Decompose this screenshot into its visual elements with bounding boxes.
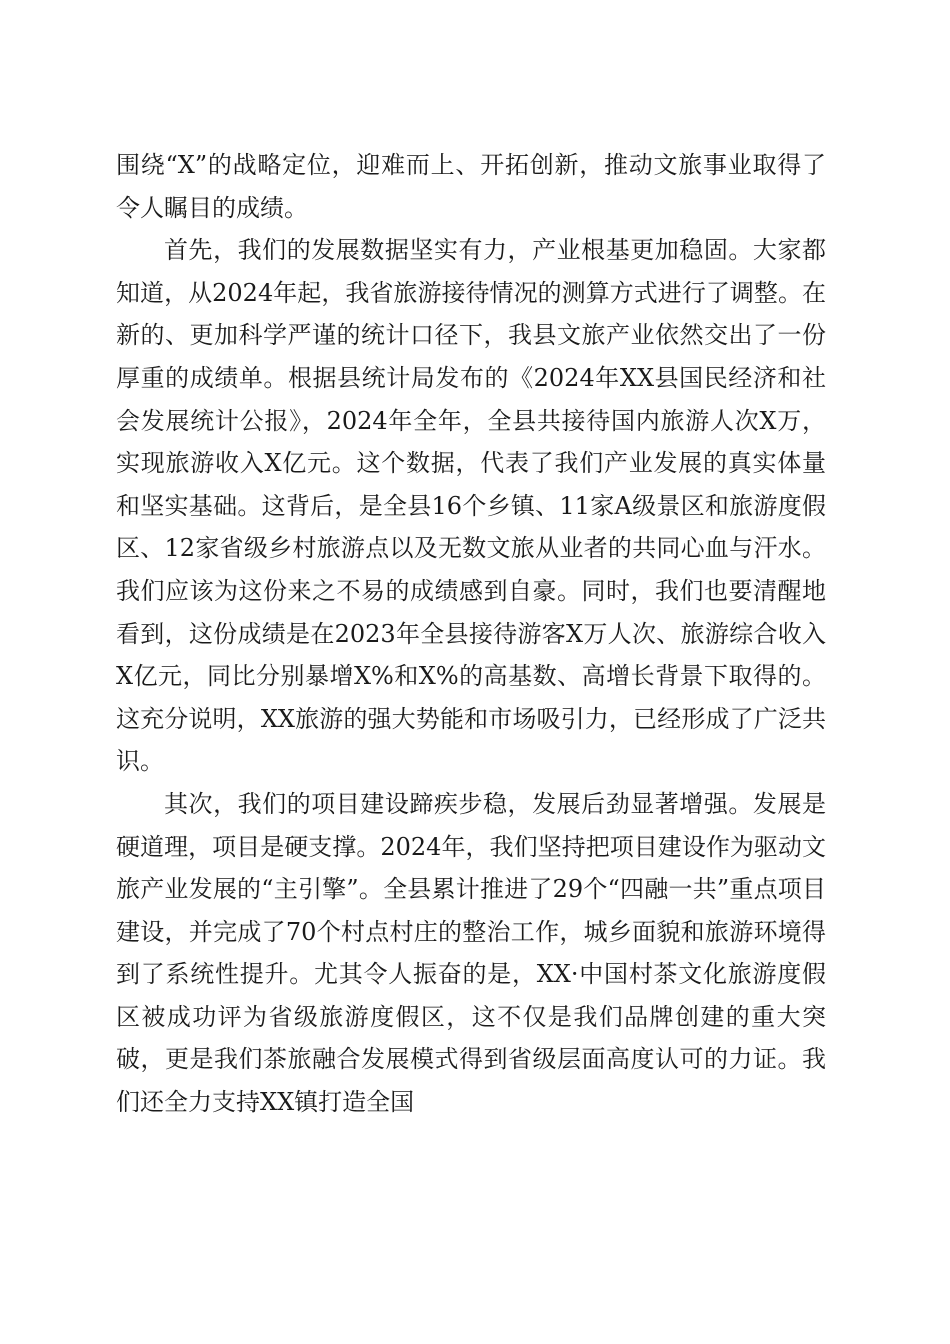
paragraph-development-data: 首先，我们的发展数据坚实有力，产业根基更加稳固。大家都知道，从2024年起，我省旅游接待情况的测算方式进行了调整。在新的、更加科学严谨的统计口径下，我县文旅产业依然交出了一份厚重的成绩单。根据县统计局发布的《2024年XX县国民经济和社会发展统计公报》，2024年全年，全县共接待国内旅游人次X万，实现旅游收入X亿元。这个数据，代表了我们产业发展的真实体量和坚实基础。这背后，是全县16个乡镇、11家A级景区和旅游度假区、12家省级乡村旅游点以及无数文旅从业者的共同心血与汗水。我们应该为这份来之不易的成绩感到自豪。同时，我们也要清醒地看到，这份成绩是在2023年全县接待游客X万人次、旅游综合收入X亿元，同比分别暴增X%和X%的高基数、高增长背景下取得的。这充分说明，XX旅游的强大势能和市场吸引力，已经形成了广泛共识。 [116,236,826,776]
paragraph-continuation: 围绕“X”的战略定位，迎难而上、开拓创新，推动文旅事业取得了令人瞩目的成绩。 [116,151,826,222]
paragraph-project-construction: 其次，我们的项目建设蹄疾步稳，发展后劲显著增强。发展是硬道理，项目是硬支撑。2024年，我们坚持把项目建设作为驱动文旅产业发展的“主引擎”。全县累计推进了29个“四融一共”重点项目建设，并完成了70个村点村庄的整治工作，城乡面貌和旅游环境得到了系统性提升。尤其令人振奋的是，XX·中国村茶文化旅游度假区被成功评为省级旅游度假区，这不仅是我们品牌创建的重大突破，更是我们茶旅融合发展模式得到省级层面高度认可的力证。我们还全力支持XX镇打造全国 [116,789,826,1117]
document-body [116,144,826,1124]
